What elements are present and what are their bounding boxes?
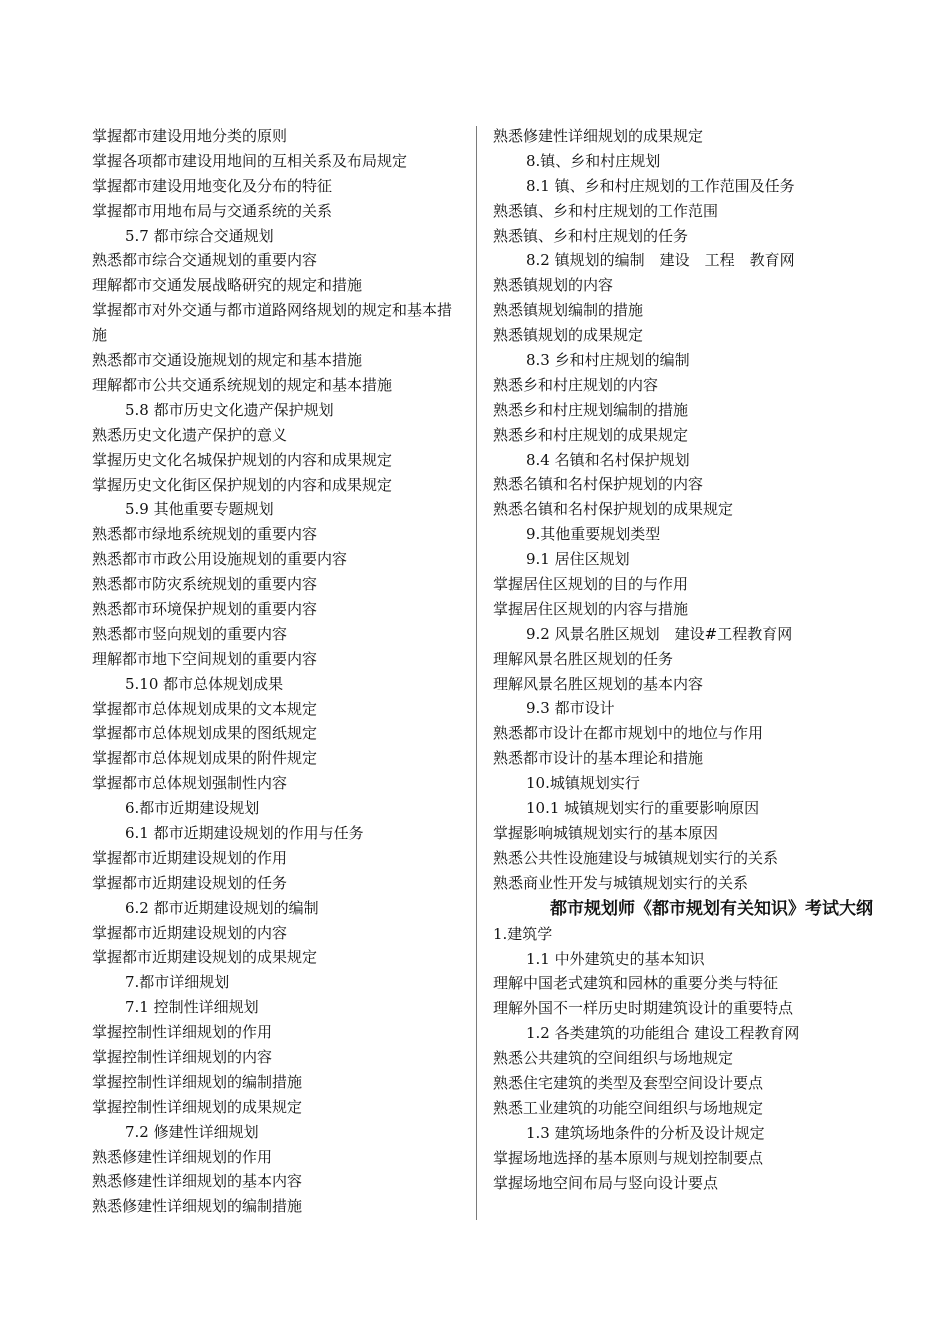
outline-item: 1.建筑学 [493, 924, 553, 943]
outline-item: 掌握场地选择的基本原则与规划控制要点 [493, 1148, 764, 1167]
right-column [493, 124, 873, 1195]
outline-item: 熟悉工业建筑的功能空间组织与场地规定 [493, 1098, 764, 1117]
outline-item: 掌握都市近期建设规划的成果规定 [92, 948, 318, 967]
outline-item: 理解都市地下空间规划的重要内容 [92, 649, 318, 668]
outline-item: 熟悉镇规划的内容 [493, 276, 614, 295]
outline-item: 熟悉修建性详细规划的基本内容 [92, 1172, 303, 1191]
section-heading: 9.3 都市设计 [526, 699, 615, 718]
outline-item: 熟悉都市设计的基本理论和措施 [493, 749, 704, 768]
section-heading: 8.3 乡和村庄规划的编制 [526, 351, 690, 370]
section-heading: 8.1 镇、乡和村庄规划的工作范围及任务 [526, 176, 795, 195]
outline-item: 掌握都市总体规划成果的图纸规定 [92, 724, 318, 743]
outline-item: 理解外国不一样历史时期建筑设计的重要特点 [493, 999, 794, 1018]
outline-item: 掌握都市建设用地分类的原则 [92, 127, 288, 145]
section-heading: 9.其他重要规划类型 [526, 525, 661, 544]
section-heading: 5.7 都市综合交通规划 [125, 226, 274, 245]
section-heading: 1.1 中外建筑史的基本知识 [526, 949, 705, 968]
outline-item: 熟悉乡和村庄规划编制的措施 [493, 400, 689, 419]
outline-item: 掌握都市总体规划成果的附件规定 [92, 749, 318, 768]
outline-item: 熟悉都市竖向规划的重要内容 [92, 624, 288, 643]
outline-item: 熟悉住宅建筑的类型及套型空间设计要点 [493, 1073, 764, 1092]
outline-item: 熟悉名镇和名村保护规划的内容 [493, 475, 704, 494]
outline-item: 理解都市交通发展战略研究的规定和措施 [92, 276, 363, 295]
outline-item: 熟悉都市环境保护规划的重要内容 [92, 599, 318, 618]
outline-item: 掌握场地空间布局与竖向设计要点 [493, 1173, 719, 1192]
outline-item: 熟悉都市综合交通规划的重要内容 [92, 251, 318, 270]
outline-item: 熟悉镇规划编制的措施 [493, 301, 644, 320]
outline-item: 熟悉修建性详细规划的编制措施 [92, 1197, 303, 1216]
section-heading: 7.都市详细规划 [125, 973, 230, 992]
outline-item: 理解风景名胜区规划的基本内容 [493, 674, 704, 693]
outline-item: 掌握控制性详细规划的内容 [92, 1047, 273, 1066]
outline-item: 理解中国老式建筑和园林的重要分类与特征 [493, 974, 779, 993]
section-heading: 8.4 名镇和名村保护规划 [526, 450, 690, 469]
outline-item: 熟悉都市防灾系统规划的重要内容 [92, 575, 318, 594]
outline-item: 理解风景名胜区规划的任务 [493, 649, 674, 668]
section-heading: 9.2 风景名胜区规划 建设#工程教育网 [526, 624, 793, 643]
outline-item: 熟悉公共建筑的空间组织与场地规定 [493, 1049, 734, 1068]
outline-item: 掌握居住区规划的内容与措施 [493, 599, 689, 618]
outline-item: 熟悉都市市政公用设施规划的重要内容 [92, 550, 348, 569]
section-heading: 6.2 都市近期建设规划的编制 [125, 898, 319, 917]
outline-item: 熟悉商业性开发与城镇规划实行的关系 [493, 873, 749, 892]
section-heading: 7.1 控制性详细规划 [125, 998, 259, 1017]
outline-item: 熟悉都市设计在都市规划中的地位与作用 [493, 724, 764, 743]
outline-item: 掌握都市总体规划成果的文本规定 [92, 699, 318, 718]
outline-item: 掌握历史文化名城保护规划的内容和成果规定 [92, 450, 393, 469]
column-divider [476, 126, 477, 1220]
outline-item: 掌握控制性详细规划的编制措施 [92, 1072, 303, 1091]
outline-item: 熟悉修建性详细规划的作用 [92, 1147, 273, 1166]
outline-item: 熟悉都市绿地系统规划的重要内容 [92, 525, 318, 544]
outline-item: 掌握都市建设用地变化及分布的特征 [92, 176, 333, 195]
outline-item: 掌握居住区规划的目的与作用 [493, 575, 689, 594]
section-heading: 5.8 都市历史文化遗产保护规划 [125, 400, 334, 419]
section-heading: 8.2 镇规划的编制 建设 工程 教育网 [526, 251, 795, 270]
outline-item: 掌握都市近期建设规划的内容 [92, 923, 288, 942]
section-heading: 8.镇、乡和村庄规划 [526, 151, 661, 170]
outline-item: 熟悉名镇和名村保护规划的成果规定 [493, 500, 734, 519]
outline-item: 掌握历史文化街区保护规划的内容和成果规定 [92, 475, 393, 494]
outline-item: 熟悉都市交通设施规划的规定和基本措施 [92, 351, 363, 370]
outline-item: 熟悉修建性详细规划的成果规定 [493, 127, 704, 145]
outline-item: 掌握都市总体规划强制性内容 [92, 774, 288, 793]
outline-item: 掌握控制性详细规划的成果规定 [92, 1097, 303, 1116]
outline-item: 掌握都市近期建设规划的作用 [92, 848, 288, 867]
section-heading: 7.2 修建性详细规划 [125, 1122, 259, 1141]
outline-item: 掌握影响城镇规划实行的基本原因 [493, 823, 719, 842]
left-column [92, 124, 464, 1219]
outline-item: 掌握都市对外交通与都市道路网络规划的规定和基本措施 [92, 301, 453, 345]
section-heading: 6.1 都市近期建设规划的作用与任务 [125, 823, 364, 842]
section-heading: 5.10 都市总体规划成果 [125, 674, 284, 693]
outline-item: 熟悉乡和村庄规划的成果规定 [493, 425, 689, 444]
section-heading: 1.3 建筑场地条件的分析及设计规定 [526, 1123, 765, 1142]
outline-item: 掌握都市用地布局与交通系统的关系 [92, 201, 333, 220]
outline-item: 理解都市公共交通系统规划的规定和基本措施 [92, 375, 393, 394]
section-heading: 10.城镇规划实行 [526, 774, 640, 793]
section-heading: 1.2 各类建筑的功能组合 建设工程教育网 [526, 1024, 800, 1043]
outline-item: 掌握各项都市建设用地间的互相关系及布局规定 [92, 151, 408, 170]
outline-item: 熟悉镇、乡和村庄规划的任务 [493, 226, 689, 245]
outline-item: 熟悉镇规划的成果规定 [493, 326, 644, 345]
document-title: 都市规划师《都市规划有关知识》考试大纲 [550, 898, 873, 919]
section-heading: 6.都市近期建设规划 [125, 799, 260, 818]
section-heading: 9.1 居住区规划 [526, 550, 630, 569]
outline-item: 熟悉历史文化遗产保护的意义 [92, 425, 288, 444]
outline-item: 掌握都市近期建设规划的任务 [92, 873, 288, 892]
section-heading: 10.1 城镇规划实行的重要影响原因 [526, 799, 760, 818]
outline-item: 熟悉镇、乡和村庄规划的工作范围 [493, 201, 719, 220]
outline-item: 掌握控制性详细规划的作用 [92, 1023, 273, 1042]
outline-item: 熟悉公共性设施建设与城镇规划实行的关系 [493, 848, 779, 867]
section-heading: 5.9 其他重要专题规划 [125, 500, 274, 519]
outline-item: 熟悉乡和村庄规划的内容 [493, 375, 659, 394]
